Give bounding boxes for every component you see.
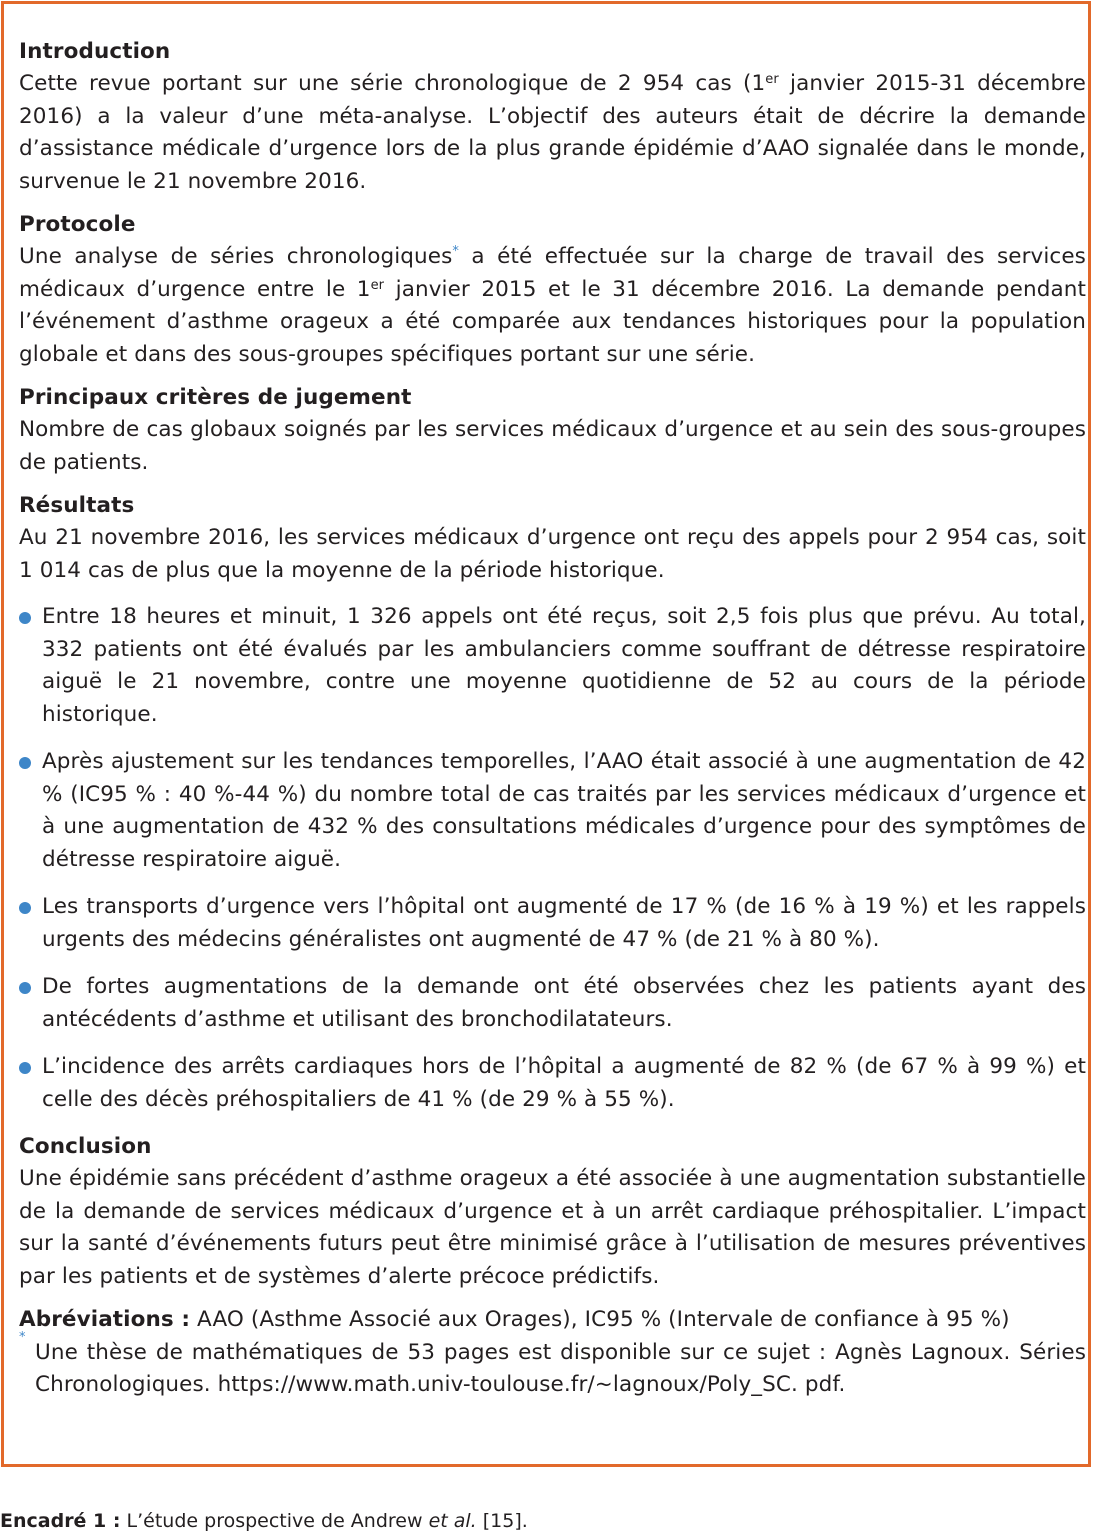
list-item	[19, 971, 1086, 1036]
protocol-text-part1: Une analyse de séries chronologiques	[19, 244, 453, 269]
abbreviations-line	[19, 1304, 1086, 1337]
criteria-heading: Principaux critères de jugement	[19, 385, 412, 410]
bullet-text: Après ajustement sur les tendances temporelles, l’AAO était associé à une augmentation de 42 % (IC95 % : 40 %-44 %) du nombre total de cas traités par les services médicaux d’urgence et à une augmentation de 432 % des consultations médicales d’urgence pour des symptômes de détresse respiratoire aiguë.	[42, 749, 1086, 872]
figure-caption	[0, 1508, 528, 1534]
bullet-text: De fortes augmentations de la demande ont été observées chez les patients ayant des antécédents d’asthme et utilisant des bronchodilatateurs.	[42, 974, 1086, 1032]
results-bullet-list	[19, 601, 1086, 1116]
conclusion-text: Une épidémie sans précédent d’asthme orageux a été associée à une augmentation substantielle de la demande de services médicaux d’urgence et à un arrêt cardiaque préhospitalier. L’impact sur la santé d’événements futurs peut être minimisé grâce à l’utilisation de mesures préventives par les patients et de systèmes d’alerte précoce prédictifs.	[19, 1166, 1086, 1289]
list-item	[19, 601, 1086, 731]
introduction-text-part2: janvier 2015-31 décembre 2016) a la valeur d’une méta-analyse. L’objectif des auteurs était de décrire la demande d’assistance médicale d’urgence lors de la plus grande épidémie d’AAO signalée dans le monde, survenue le 21 novembre 2016.	[19, 71, 1086, 194]
protocol-text-part2: a été effectuée sur la charge de travail des services médicaux d’urgence entre le 1	[19, 244, 1086, 302]
results-section	[19, 490, 1086, 1116]
bullet-icon	[19, 757, 31, 769]
bullet-text: Les transports d’urgence vers l’hôpital ont augmenté de 17 % (de 16 % à 19 %) et les rappels urgents des médecins généralistes ont augmenté de 47 % (de 21 % à 80 %).	[42, 894, 1086, 952]
summary-box	[1, 1, 1091, 1467]
footnote: * Une thèse de mathématiques de 53 pages est disponible sur ce sujet : Agnès Lagnoux. Séries Chronologiques. https://www.math.univ-toulouse.fr/~lagnoux/Poly_SC. pdf.	[19, 1329, 1086, 1397]
caption-text: L’étude prospective de Andrew	[120, 1510, 429, 1532]
results-heading: Résultats	[19, 493, 135, 518]
introduction-section	[19, 36, 1086, 198]
abbreviations-label: Abréviations :	[19, 1307, 191, 1332]
bullet-text: L’incidence des arrêts cardiaques hors de l’hôpital a augmenté de 82 % (de 67 % à 99 %) et celle des décès préhospitaliers de 41 % (de 29 % à 55 %).	[42, 1054, 1086, 1112]
list-item	[19, 746, 1086, 876]
bullet-icon	[19, 982, 31, 994]
criteria-text: Nombre de cas globaux soignés par les services médicaux d’urgence et au sein des sous-groupes de patients.	[19, 417, 1086, 475]
caption-italic: et al.	[428, 1510, 477, 1532]
protocol-text	[19, 241, 1086, 371]
abbreviations-text: AAO (Asthme Associé aux Orages), IC95 % (Intervale de confiance à 95 %)	[190, 1307, 1010, 1332]
results-text: Au 21 novembre 2016, les services médicaux d’urgence ont reçu des appels pour 2 954 cas, soit 1 014 cas de plus que la moyenne de la période historique.	[19, 525, 1086, 583]
bullet-icon	[19, 1062, 31, 1074]
bullet-text: Entre 18 heures et minuit, 1 326 appels ont été reçus, soit 2,5 fois plus que prévu. Au total, 332 patients ont été évalués par les ambulanciers comme souffrant de détresse respiratoire aiguë le 21 novembre, contre une moyenne quotidienne de 52 au cours de la période historique.	[42, 604, 1086, 727]
conclusion-section	[19, 1131, 1086, 1293]
bullet-icon	[19, 902, 31, 914]
introduction-heading: Introduction	[19, 39, 171, 64]
protocol-section	[19, 209, 1086, 371]
conclusion-heading: Conclusion	[19, 1134, 152, 1159]
criteria-section	[19, 382, 1086, 479]
summary-content	[19, 36, 1086, 1402]
caption-reference: [15].	[476, 1510, 528, 1532]
list-item	[19, 891, 1086, 956]
protocol-heading: Protocole	[19, 212, 136, 237]
protocol-text-part3: janvier 2015 et le 31 décembre 2016. La demande pendant l’événement d’asthme orageux a été comparée aux tendances historiques pour la population globale et dans des sous-groupes spécifiques portant sur une série.	[19, 276, 1086, 367]
footnote-asterisk: *	[452, 244, 459, 259]
caption-label: Encadré 1 :	[0, 1510, 121, 1532]
list-item	[19, 1051, 1086, 1116]
footnote-text: Une thèse de mathématiques de 53 pages est disponible sur ce sujet : Agnès Lagnoux. Séries Chronologiques. https://www.math.univ-toulouse.fr/~lagnoux/Poly_SC. pdf.	[35, 1339, 1086, 1397]
superscript-er: er	[370, 277, 385, 293]
introduction-text	[19, 68, 1086, 198]
bullet-icon	[19, 612, 31, 624]
superscript-er: er	[765, 72, 779, 87]
introduction-text-part1: Cette revue portant sur une série chronologique de 2 954 cas (1	[19, 71, 766, 96]
